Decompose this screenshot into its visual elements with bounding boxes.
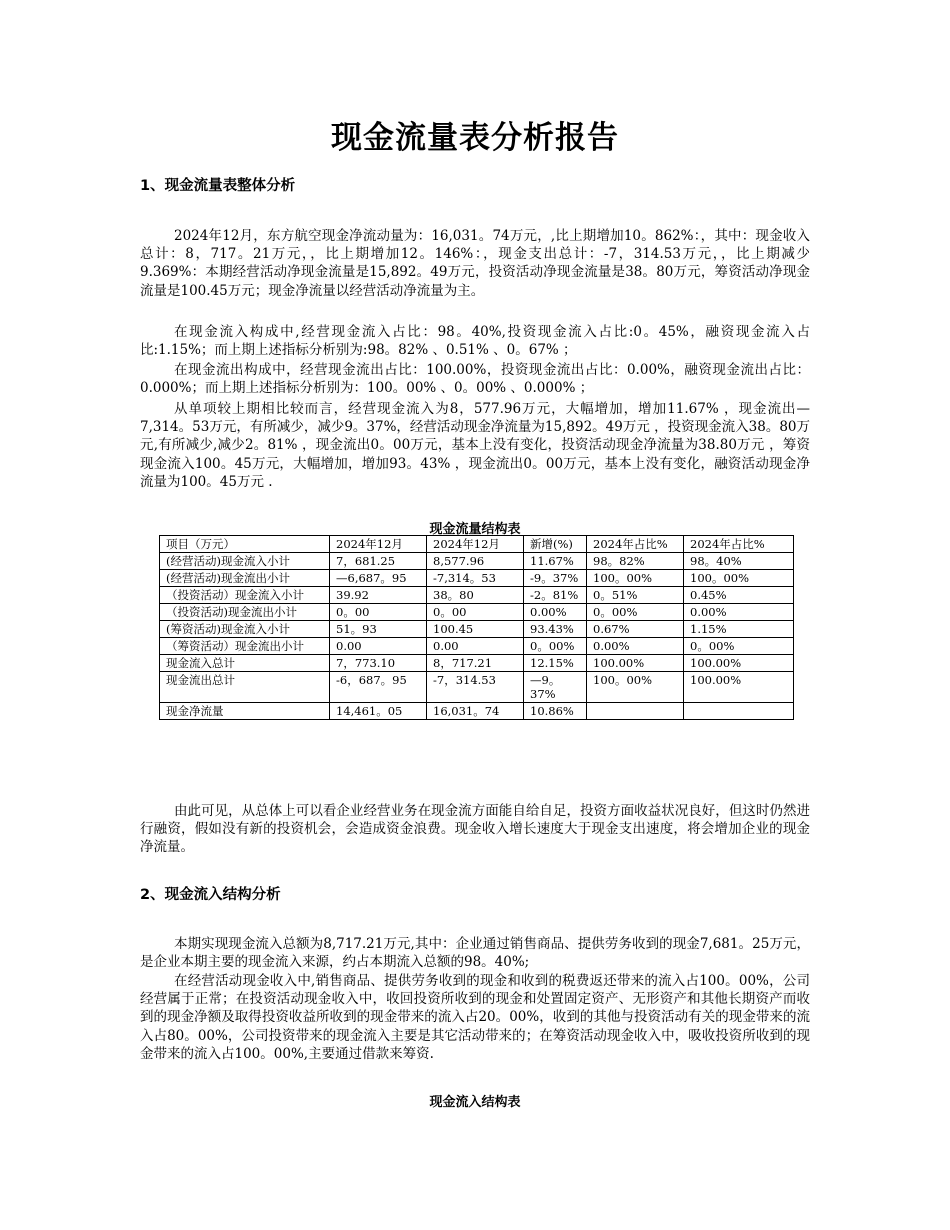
table-header-cell: 2024年12月 bbox=[427, 536, 524, 553]
table-cell: 7，681.25 bbox=[330, 553, 427, 570]
table-cell: —9。37% bbox=[524, 672, 587, 703]
table-cell: 98。82% bbox=[587, 553, 684, 570]
table-cell: （投资活动)现金流出小计 bbox=[160, 604, 330, 621]
table-cell: 100.00% bbox=[684, 672, 794, 703]
table-cell: 51。93 bbox=[330, 621, 427, 638]
table-cell: -9。37% bbox=[524, 570, 587, 587]
table-header-cell: 项目（万元） bbox=[160, 536, 330, 553]
table-header-cell: 2024年占比% bbox=[684, 536, 794, 553]
table-cell: -7,314。53 bbox=[427, 570, 524, 587]
table-cell: 100.45 bbox=[427, 621, 524, 638]
table-header-cell: 新增(%) bbox=[524, 536, 587, 553]
table-cell: 现金流出总计 bbox=[160, 672, 330, 703]
table-header-row bbox=[160, 536, 794, 553]
table-cell: 0。00% bbox=[524, 638, 587, 655]
section1-paragraph-2: 在现金流入构成中,经营现金流入占比：98。40%,投资现金流入占比:0。45%，融资现金流入占比:1.15%；而上期上述指标分析别为:98。82% 、0.51% 、0。67% ； bbox=[140, 324, 810, 359]
table-cell: 0.45% bbox=[684, 587, 794, 604]
table-cell: 38。80 bbox=[427, 587, 524, 604]
page-title: 现金流量表分析报告 bbox=[331, 120, 619, 156]
table-cell: 0.00 bbox=[330, 638, 427, 655]
table-row bbox=[160, 703, 794, 720]
table-cell: (经营活动)现金流入小计 bbox=[160, 553, 330, 570]
cashflow-structure-table bbox=[159, 535, 794, 720]
section1-heading: 1、现金流量表整体分析 bbox=[140, 178, 296, 194]
table-cell: 100。00% bbox=[684, 570, 794, 587]
table-cell: 98。40% bbox=[684, 553, 794, 570]
table-row bbox=[160, 553, 794, 570]
table-cell: 0.67% bbox=[587, 621, 684, 638]
cashflow-structure-table-caption: 现金流量结构表 bbox=[429, 522, 521, 537]
table-cell: 16,031。74 bbox=[427, 703, 524, 720]
table-cell: 1.15% bbox=[684, 621, 794, 638]
table-cell: 现金流入总计 bbox=[160, 655, 330, 672]
table-row bbox=[160, 604, 794, 621]
table-row bbox=[160, 638, 794, 655]
table-cell: 100.00% bbox=[684, 655, 794, 672]
table-header-cell: 2024年12月 bbox=[330, 536, 427, 553]
table-cell: 0。00 bbox=[330, 604, 427, 621]
table-cell bbox=[684, 703, 794, 720]
table-cell: 100.00% bbox=[587, 655, 684, 672]
table-cell: 100。00% bbox=[587, 672, 684, 703]
section1-paragraph-3: 在现金流出构成中，经营现金流出占比：100.00%，投资现金流出占比：0.00%，融资现金流出占比：0.000%；而上期上述指标分析别为：100。00% 、0。00% 、0.000% ； bbox=[140, 362, 810, 397]
table-cell: 39.92 bbox=[330, 587, 427, 604]
table-cell: 0.00% bbox=[684, 604, 794, 621]
section1-conclusion: 由此可见，从总体上可以看企业经营业务在现金流方面能自给自足，投资方面收益状况良好，但这时仍然进行融资，假如没有新的投资机会，会造成资金浪费。现金收入增长速度大于现金支出速度，将会增加企业的现金净流量。 bbox=[140, 803, 810, 856]
cash-inflow-structure-table-caption: 现金流入结构表 bbox=[429, 1095, 521, 1110]
table-cell: 0。00% bbox=[684, 638, 794, 655]
table-cell: 10.86% bbox=[524, 703, 587, 720]
table-cell: -7，314.53 bbox=[427, 672, 524, 703]
table-cell: 0.00% bbox=[524, 604, 587, 621]
table-cell: 93.43% bbox=[524, 621, 587, 638]
table-cell: 7，773.10 bbox=[330, 655, 427, 672]
table-cell: 8,577.96 bbox=[427, 553, 524, 570]
table-cell: -6，687。95 bbox=[330, 672, 427, 703]
table-cell: 现金净流量 bbox=[160, 703, 330, 720]
table-cell: 14,461。05 bbox=[330, 703, 427, 720]
table-row bbox=[160, 672, 794, 703]
table-cell: 100。00% bbox=[587, 570, 684, 587]
section2-paragraph-1: 本期实现现金流入总额为8,717.21万元,其中：企业通过销售商品、提供劳务收到的现金7,681。25万元，是企业本期主要的现金流入来源，约占本期流入总额的98。40%; bbox=[140, 936, 810, 971]
table-cell: 12.15% bbox=[524, 655, 587, 672]
table-row bbox=[160, 621, 794, 638]
table-cell: 0。00 bbox=[427, 604, 524, 621]
section2-paragraph-2: 在经营活动现金收入中,销售商品、提供劳务收到的现金和收到的税费返还带来的流入占100。00%，公司经营属于正常；在投资活动现金收入中，收回投资所收到的现金和处置固定资产、无形资产和其他长期资产而收到的现金净额及取得投资收益所收到的现金带来的流入占20。00%，收到的其他与投资活动有关的现金带来的流入占80。00%，公司投资带来的现金流入主要是其它活动带来的；在筹资活动现金收入中，吸收投资所收到的现金带来的流入占100。00%,主要通过借款来筹资. bbox=[140, 973, 810, 1062]
table-cell bbox=[587, 703, 684, 720]
table-cell: —6,687。95 bbox=[330, 570, 427, 587]
section2-heading: 2、现金流入结构分析 bbox=[140, 887, 281, 903]
table-row bbox=[160, 655, 794, 672]
table-cell: 0.00% bbox=[587, 638, 684, 655]
table-cell: 0.00 bbox=[427, 638, 524, 655]
table-cell: (经营活动)现金流出小计 bbox=[160, 570, 330, 587]
table-row bbox=[160, 587, 794, 604]
table-cell: （投资活动）现金流入小计 bbox=[160, 587, 330, 604]
table-cell: 11.67% bbox=[524, 553, 587, 570]
table-cell: 0。00% bbox=[587, 604, 684, 621]
table-cell: 0。51% bbox=[587, 587, 684, 604]
table-row bbox=[160, 570, 794, 587]
table-header-cell: 2024年占比% bbox=[587, 536, 684, 553]
section1-paragraph-4: 从单项较上期相比较而言，经营现金流入为8，577.96万元，大幅增加，增加11.67% ，现金流出—7,314。53万元，有所减少，减少9。37%，经营活动现金净流量为15,892。49万元 ，投资现金流入38。80万元,有所减少,减少2。81% ，现金流出0。00万元，基本上没有变化，投资活动现金净流量为38.80万元 ，筹资现金流入100。45万元，大幅增加，增加93。43% ，现金流出0。00万元，基本上没有变化，融资活动现金净流量为100。45万元 . bbox=[140, 401, 810, 490]
table-cell: 8，717.21 bbox=[427, 655, 524, 672]
section1-paragraph-1: 2024年12月，东方航空现金净流动量为：16,031。74万元，,比上期增加10。862%：，其中：现金收入总计：8，717。21万元，，比上期增加12。146%：，现金支出总计：-7，314.53万元，，比上期减少9.369%：本期经营活动净现金流量是15,892。49万元，投资活动净现金流量是38。80万元，筹资活动净现金流量是100.45万元；现金净流量以经营活动净流量为主。 bbox=[140, 228, 810, 299]
table-cell: -2。81% bbox=[524, 587, 587, 604]
table-cell: (筹资活动)现金流入小计 bbox=[160, 621, 330, 638]
table-cell: （筹资活动）现金流出小计 bbox=[160, 638, 330, 655]
